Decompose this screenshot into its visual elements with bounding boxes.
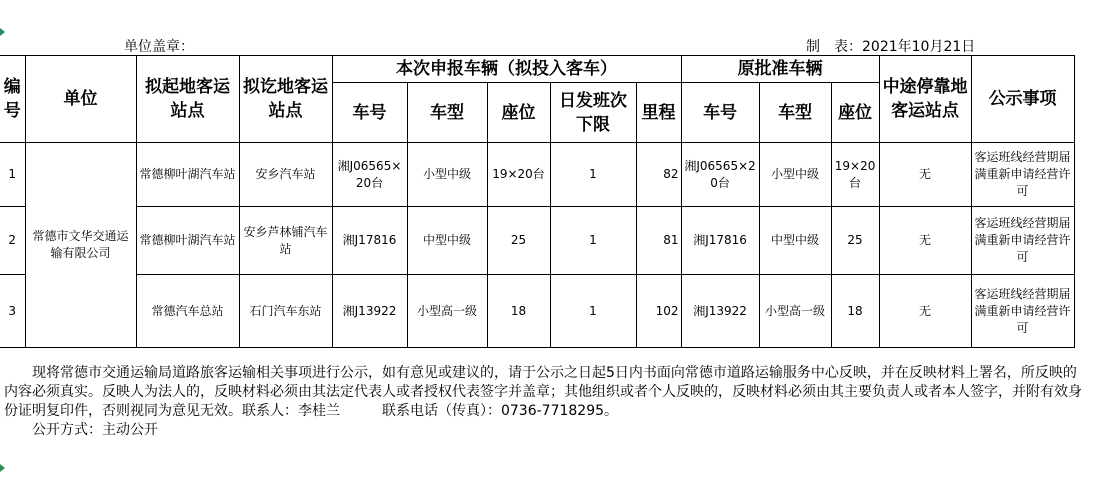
cell-stop: 无	[879, 143, 971, 207]
stamp-label: 单位盖章：	[124, 39, 194, 55]
cell-origin: 常德汽车总站	[136, 275, 239, 348]
cell-daily: 1	[550, 275, 636, 348]
cell-no: 3	[0, 275, 25, 348]
header-apply-group: 本次申报车辆（拟投入客车）	[332, 56, 681, 83]
cell-mileage: 82	[636, 143, 681, 207]
cell-notice: 客运班线经营期届满重新申请经营许可	[971, 143, 1074, 207]
cell-unit: 常德市文华交通运输有限公司	[25, 143, 136, 348]
cell-daily: 1	[550, 143, 636, 207]
cell-orig-seats: 19×20台	[831, 143, 879, 207]
cell-dest: 石门汽车东站	[239, 275, 332, 348]
header-model: 车型	[407, 83, 487, 143]
cell-origin: 常德柳叶湖汽车站	[136, 143, 239, 207]
header-origin: 拟起地客运站点	[136, 56, 239, 143]
notice-paragraph: 现将常德市交通运输局道路旅客运输相关事项进行公示，如有意见或建议的，请于公示之日起5日内书面向常德市道路运输服务中心反映，并在反映材料上署名，所反映的内容必须真实。反映人为法人的，反映材料必须由其法定代表人或者授权代表签字并盖章；其他组织或者个人反映的，反映材料必须由其主要负责人或者本人签字，并附有效身份证明复印件，否则视同为意见无效。联系人：李桂兰 联系电话（传真）：0736-7718295。	[4, 365, 1082, 419]
cell-notice: 客运班线经营期届满重新申请经营许可	[971, 207, 1074, 275]
cell-plate: 湘J17816	[332, 207, 407, 275]
cell-notice: 客运班线经营期届满重新申请经营许可	[971, 275, 1074, 348]
header-daily: 日发班次下限	[550, 83, 636, 143]
cell-orig-seats: 25	[831, 207, 879, 275]
cell-stop: 无	[879, 275, 971, 348]
cell-mileage: 102	[636, 275, 681, 348]
header-unit: 单位	[25, 56, 136, 143]
header-dest: 拟讫地客运站点	[239, 56, 332, 143]
cell-daily: 1	[550, 207, 636, 275]
cell-plate: 湘J06565×20台	[332, 143, 407, 207]
cell-origin: 常德柳叶湖汽车站	[136, 207, 239, 275]
header-orig-group: 原批准车辆	[681, 56, 879, 83]
header-no: 编号	[0, 56, 25, 143]
cell-orig-model: 中型中级	[759, 207, 831, 275]
route-table	[0, 55, 1075, 348]
cell-seats: 19×20台	[487, 143, 550, 207]
publish-method: 公开方式：主动公开	[32, 422, 158, 438]
cell-no: 1	[0, 143, 25, 207]
header-orig-plate: 车号	[681, 83, 759, 143]
header-orig-seats: 座位	[831, 83, 879, 143]
cell-orig-model: 小型高一级	[759, 275, 831, 348]
header-stop: 中途停靠地客运站点	[879, 56, 971, 143]
cell-model: 小型高一级	[407, 275, 487, 348]
cell-marker-icon	[0, 464, 5, 472]
cell-model: 中型中级	[407, 207, 487, 275]
table-row	[0, 207, 1074, 275]
cell-orig-plate: 湘J06565×20台	[681, 143, 759, 207]
cell-orig-plate: 湘J17816	[681, 207, 759, 275]
header-mileage: 里程	[636, 83, 681, 143]
table-row	[0, 275, 1074, 348]
cell-no: 2	[0, 207, 25, 275]
cell-seats: 25	[487, 207, 550, 275]
cell-orig-seats: 18	[831, 275, 879, 348]
cell-mileage: 81	[636, 207, 681, 275]
cell-orig-model: 小型中级	[759, 143, 831, 207]
header-seats: 座位	[487, 83, 550, 143]
cell-dest: 安乡芦林铺汽车站	[239, 207, 332, 275]
cell-plate: 湘J13922	[332, 275, 407, 348]
header-plate: 车号	[332, 83, 407, 143]
header-orig-model: 车型	[759, 83, 831, 143]
date-label: 制 表：2021年10月21日	[806, 39, 976, 55]
notice-text	[4, 364, 1084, 440]
table-row	[0, 143, 1074, 207]
cell-model: 小型中级	[407, 143, 487, 207]
cell-stop: 无	[879, 207, 971, 275]
cell-dest: 安乡汽车站	[239, 143, 332, 207]
header-notice: 公示事项	[971, 56, 1074, 143]
cell-seats: 18	[487, 275, 550, 348]
cell-marker-icon	[0, 28, 5, 36]
cell-orig-plate: 湘J13922	[681, 275, 759, 348]
